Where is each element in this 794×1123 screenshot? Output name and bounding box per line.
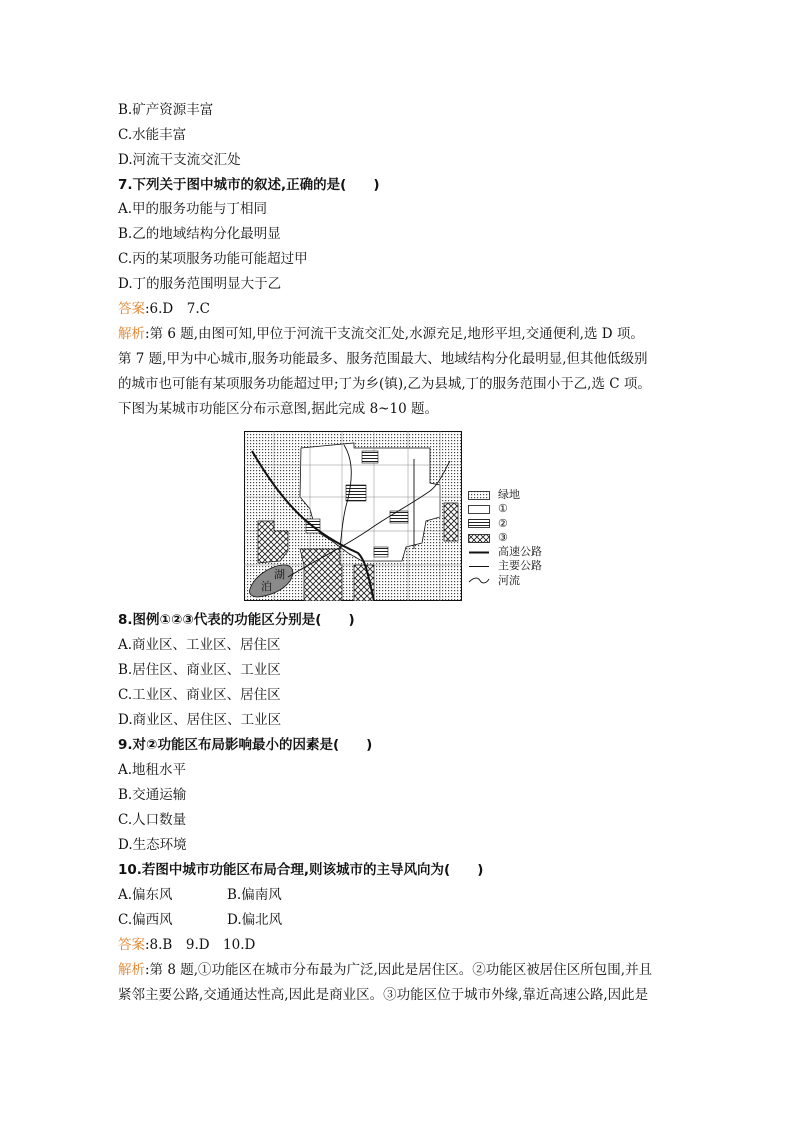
commercial-zone [374,547,388,557]
legend-item [468,545,542,559]
question-8-stem: 8.图例①②③代表的功能区分别是( ) [118,612,355,628]
analysis-line: 第 7 题,甲为中心城市,服务功能最多、服务范围最大、地域结构分化最明显,但其他低级别 [118,351,648,367]
expressway-icon [468,548,490,557]
legend-item [468,559,542,573]
question-7-option: D.丁的服务范围明显大于乙 [118,276,282,292]
analysis-text: :第 8 题,①功能区在城市分布最为广泛,因此是居住区。②功能区被居住区所包围,并且 [145,962,653,978]
answer-label: 答案 [118,937,145,953]
legend-item [468,574,542,588]
question-9-option: D.生态环境 [118,837,187,853]
analysis-label: 解析 [118,962,145,978]
question-9-stem: 9.对②功能区布局影响最小的因素是( ) [118,737,373,753]
answer-label: 答案 [118,301,145,317]
legend-item [468,502,542,516]
analysis-text: :第 6 题,由图可知,甲位于河流干支流交汇处,水源充足,地形平坦,交通便利,选 D 项。 [145,326,644,342]
question-9-option: C.人口数量 [118,812,187,828]
option-line: D.河流干支流交汇处 [118,152,241,168]
legend-label: ② [498,516,508,530]
lake-label: 湖 [274,568,285,581]
option-line: B.矿产资源丰富 [118,102,214,118]
answer-line [118,300,210,318]
legend-label: ① [498,502,508,516]
legend-item [468,488,542,502]
option-line: C.水能丰富 [118,127,187,143]
analysis-line [118,961,652,979]
question-9-option: A.地租水平 [118,762,187,778]
main-road-icon [468,562,490,571]
analysis-label: 解析 [118,326,145,342]
answer-text: :6.D 7.C [145,301,210,317]
industrial-zone [354,565,374,601]
question-8-option: A.商业区、工业区、居住区 [118,637,281,653]
legend-item [468,517,542,531]
question-7-option: A.甲的服务功能与丁相同 [118,201,268,217]
question-7-stem: 7.下列关于图中城市的叙述,正确的是( ) [118,177,380,193]
question-10-options-row [118,911,282,929]
green-land-icon [468,491,490,500]
intro-line: 下图为某城市功能区分布示意图,据此完成 8~10 题。 [118,401,438,417]
zone-3-icon [468,534,490,543]
question-8-option: B.居住区、商业区、工业区 [118,662,281,678]
question-10-option: C.偏西风 [118,912,173,928]
map-legend [468,488,542,588]
zone-1-icon [468,505,490,514]
legend-label: 绿地 [498,488,520,501]
question-10-option: B.偏南风 [227,887,282,903]
industrial-zone [300,549,342,601]
river-icon [468,576,490,585]
lake-label: 泊 [261,580,272,593]
industrial-zone [444,503,458,541]
question-10-option: D.偏北风 [227,912,283,928]
legend-label: 主要公路 [498,559,542,573]
question-10-options-row [118,886,282,904]
question-8-option: D.商业区、居住区、工业区 [118,712,282,728]
question-10-option: A.偏东风 [118,887,173,903]
analysis-line: 紧邻主要公路,交通通达性高,因此是商业区。③功能区位于城市外缘,靠近高速公路,因此是 [118,987,649,1003]
question-9-option: B.交通运输 [118,787,187,803]
zone-2-icon [468,519,490,528]
legend-item [468,531,542,545]
question-7-option: B.乙的地域结构分化最明显 [118,226,281,242]
answer-line [118,936,255,954]
legend-label: 河流 [498,573,520,587]
legend-label: 高速公路 [498,545,542,559]
commercial-zone [390,511,408,523]
commercial-zone [362,451,378,463]
analysis-line [118,325,644,343]
question-8-option: C.工业区、商业区、居住区 [118,687,281,703]
question-10-stem: 10.若图中城市功能区布局合理,则该城市的主导风向为( ) [118,862,484,878]
answer-text: :8.B 9.D 10.D [145,937,256,953]
question-7-option: C.丙的某项服务功能可能超过甲 [118,251,308,267]
analysis-line: 的城市也可能有某项服务功能超过甲;丁为乡(镇),乙为县城,丁的服务范围小于乙,选 C 项。 [118,376,651,392]
legend-label: ③ [498,530,508,544]
